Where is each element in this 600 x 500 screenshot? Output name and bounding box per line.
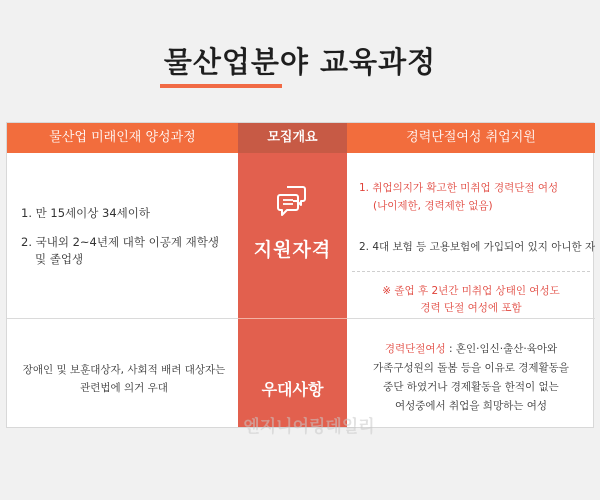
preference-label: 우대사항	[261, 380, 324, 399]
title-underline	[160, 84, 282, 88]
row-divider-right	[347, 318, 595, 319]
right-qualification-item-1-line-1: 1. 취업의지가 확고한 미취업 경력단절 여성	[359, 182, 559, 194]
left-qualification-item-2: 2. 국내외 2~4년제 대학 이공계 재학생	[21, 235, 219, 249]
right-qualification-item-2: 2. 4대 보험 등 고용보험에 가입되어 있지 아니한 자	[359, 241, 596, 253]
note-line-2: 경력 단절 여성에 포함	[420, 302, 522, 314]
left-qualification-item-2-cont: 및 졸업생	[35, 252, 84, 266]
left-qualification-item-1: 1. 만 15세이상 34세이하	[21, 206, 150, 220]
left-preference	[15, 361, 233, 397]
right-preference-line-4: 여성중에서 취업을 희망하는 여성	[394, 400, 547, 412]
chat-bubbles-icon	[277, 185, 307, 219]
header-career-break-women: 경력단절여성 취업지원	[347, 123, 595, 153]
row-divider-left	[7, 318, 238, 319]
middle-divider	[238, 318, 347, 319]
qualification-label: 지원자격	[253, 239, 332, 261]
right-preference-line-1-rest: : 혼인·임신·출산·육아와	[445, 343, 558, 355]
note-line-1: ※ 졸업 후 2년간 미취업 상태인 여성도	[382, 285, 560, 297]
career-break-term: 경력단절여성	[384, 343, 446, 355]
right-qualification-item-1-line-2: (나이제한, 경력제한 없음)	[373, 200, 493, 212]
header-recruitment-overview: 모집개요	[238, 123, 347, 153]
left-qualification	[21, 205, 231, 268]
right-preference-line-3: 중단 하였거나 경제활동을 한적이 없는	[383, 381, 559, 393]
header-water-industry-course: 물산업 미래인재 양성과정	[7, 123, 238, 153]
left-preference-line-1: 장애인 및 보훈대상자, 사회적 배려 대상자는	[22, 364, 226, 376]
left-preference-line-2: 관련법에 의거 우대	[80, 382, 168, 394]
page-title: 물산업분야 교육과정	[163, 45, 437, 79]
dashed-divider	[352, 271, 590, 272]
right-preference-line-1	[352, 340, 590, 359]
right-preference-line-2: 가족구성원의 돌봄 등을 이유로 경제활동을	[373, 362, 569, 374]
right-qualification-item-1	[359, 179, 591, 215]
right-qualification-note	[352, 283, 590, 317]
watermark: 엔지니어링데일리	[243, 417, 375, 437]
right-preference	[352, 340, 590, 416]
recruitment-table	[6, 122, 596, 437]
